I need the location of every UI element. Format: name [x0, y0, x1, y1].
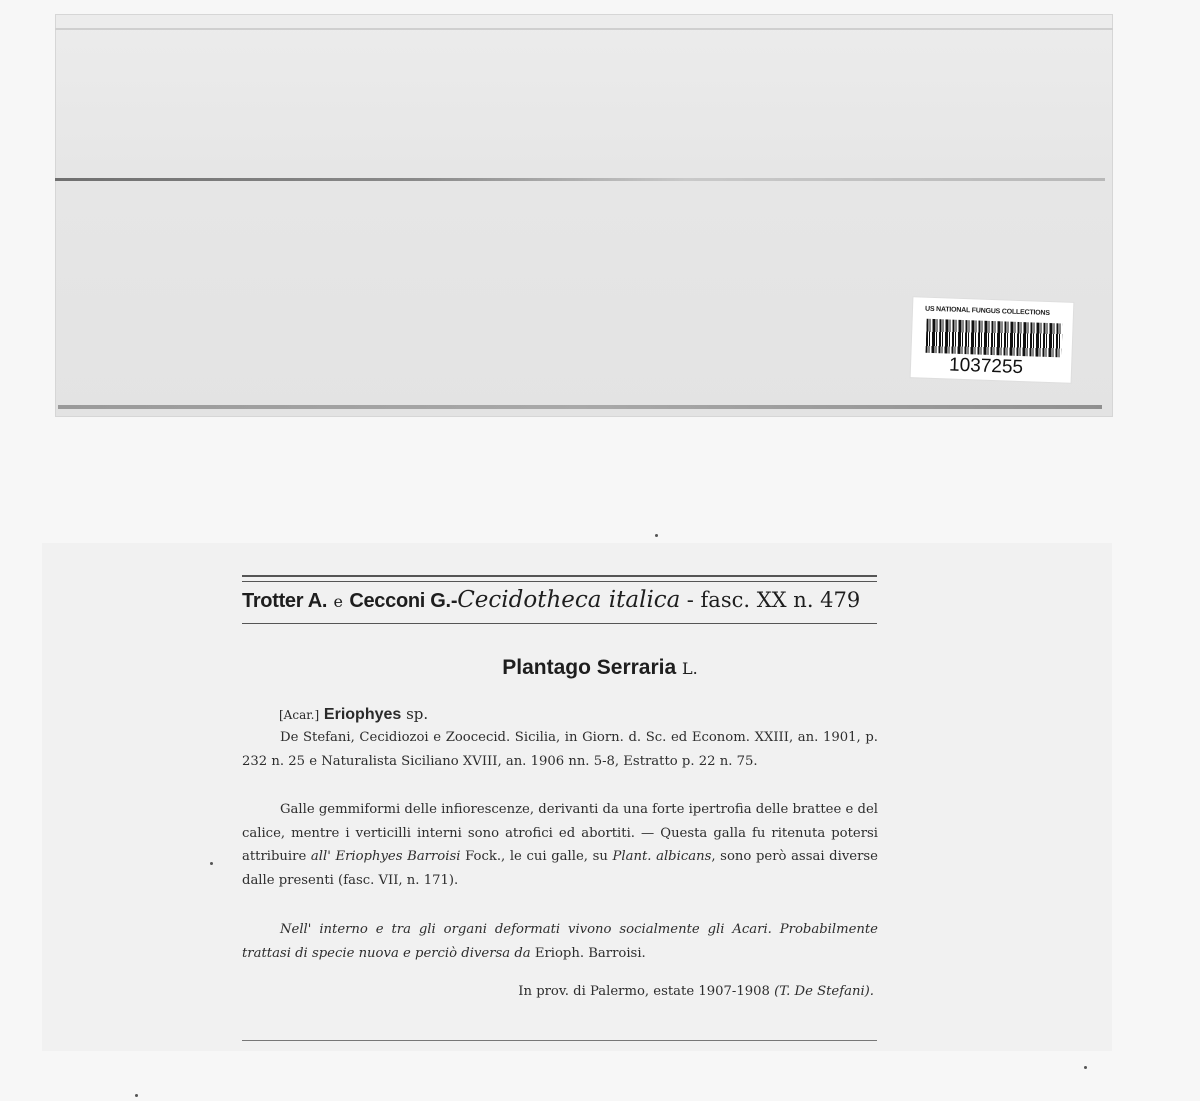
header-work: Cecidotheca italica: [457, 587, 681, 613]
label-rule-bottom: [242, 1040, 877, 1041]
speck: [135, 1094, 138, 1097]
description-part-3: , sono però assai diverse dalle presenti (fasc. VII, n. 171).: [242, 849, 878, 888]
barcode-label: [911, 297, 1074, 383]
label-rule-header-bottom: [242, 623, 877, 624]
gall-maker-line: [279, 705, 428, 724]
note-paragraph: [242, 918, 878, 965]
header-authors: Trotter A.: [242, 590, 328, 612]
description-paragraph: [242, 798, 878, 892]
locality-line: [518, 984, 874, 999]
description-text: [242, 798, 878, 892]
header-fascicle: - fasc. XX n. 479: [686, 588, 861, 612]
barcode-institution: US NATIONAL FUNGUS COLLECTIONS: [924, 305, 1050, 317]
note-end: Erioph. Barroisi.: [534, 945, 646, 961]
printed-label: [42, 543, 1112, 1051]
locality-text: In prov. di Palermo, estate 1907-1908: [518, 984, 770, 999]
packet-fold-line: [55, 178, 1105, 181]
label-rule-top: [242, 575, 877, 577]
host-name: Plantago Serraria: [502, 656, 677, 679]
speck: [1084, 1066, 1087, 1069]
description-part-1: Galle gemmiformi delle infiorescenze, derivanti da una forte ipertrofia delle brattee e del calice, mentre i verticilli interni sono atrofici ed abortiti. — Questa galla fu ritenuta potersi attribuire: [242, 802, 878, 865]
note-text: [242, 918, 878, 965]
host-authority: L.: [682, 659, 698, 678]
header-connector: e: [333, 592, 343, 611]
packet-top-edge: [55, 28, 1113, 30]
gall-species: sp.: [406, 705, 429, 723]
label-rule-top-thin: [242, 581, 877, 582]
label-header: [242, 587, 882, 613]
reference-paragraph: [242, 726, 878, 773]
description-italic-1: all' Eriophyes Barroisi: [310, 849, 461, 865]
speck: [210, 862, 213, 865]
barcode-icon: [926, 319, 1063, 358]
note-italic: Nell' interno e tra gli organi deformati vivono socialmente gli Acari. Probabilmente trattasi di specie nuova e perciò diversa da: [242, 922, 878, 961]
host-species-title: [0, 656, 1200, 680]
gall-genus: Eriophyes: [323, 706, 402, 723]
description-part-2: Fock., le cui galle, su: [465, 849, 608, 865]
collector-name: (T. De Stefani).: [774, 984, 874, 999]
packet-bottom-edge: [58, 405, 1102, 409]
gall-group: [Acar.]: [279, 708, 320, 722]
speck: [655, 534, 658, 537]
header-coauthor: Cecconi G.-: [349, 590, 458, 612]
description-italic-2: Plant. albicans: [612, 849, 712, 865]
reference-text: De Stefani, Cecidiozoi e Zoocecid. Sicilia, in Giorn. d. Sc. ed Econom. XXIII, an. 1901, p. 232 n. 25 e Naturalista Siciliano XVIII, an. 1906 nn. 5-8, Estratto p. 22 n. 75.: [242, 730, 878, 769]
barcode-number: 1037255: [948, 354, 1024, 379]
